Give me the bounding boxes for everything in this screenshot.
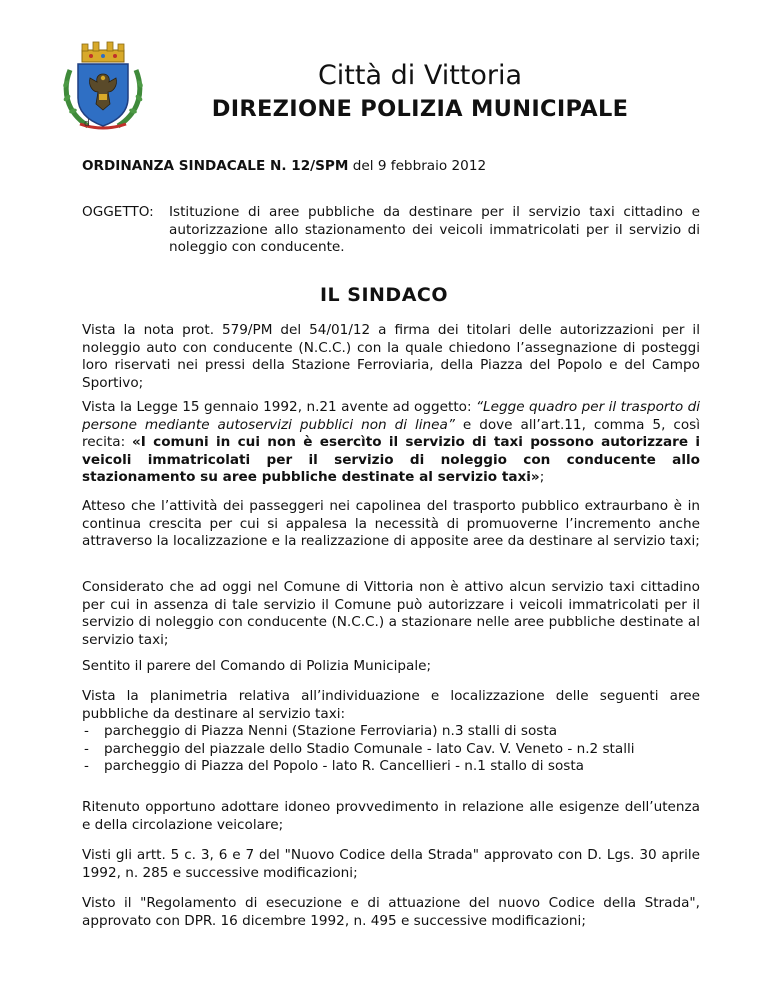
city-crest-icon [60, 40, 146, 132]
paragraph-visti: Visti gli artt. 5 c. 3, 6 e 7 del "Nuovo Codice della Strada" approvato con D. Lgs. 30 aprile 1992, n. 285 e successive modificazioni; [82, 847, 700, 881]
ordinance-date: del 9 febbraio 2012 [348, 158, 487, 174]
crest-letter: d [84, 119, 90, 129]
subject-text: Istituzione di aree pubbliche da destinare per il servizio taxi cittadino e autorizzazione allo stazionamento dei veicoli immatricolati per il servizio di noleggio con conducente. [169, 204, 700, 255]
legge-middle: e dove all’art.11, comma 5, così recita: [82, 416, 701, 450]
areas-list [82, 723, 700, 776]
paragraph-sentito: Sentito il parere del Comando di Polizia Municipale; [82, 658, 432, 674]
paragraph-legge [82, 399, 700, 487]
ordinance-number: ORDINANZA SINDACALE N. 12/SPM [82, 158, 349, 174]
paragraph-considerato: Considerato che ad oggi nel Comune di Vittoria non è attivo alcun servizio taxi cittadino per cui in assenza di tale servizio il Comune può autorizzare i veicoli immatricolati per il servizio di noleggio con conducente (N.C.C.) a stazionare nelle aree pubbliche destinate al servizio taxi; [82, 579, 700, 648]
ordinance-line [82, 158, 486, 174]
paragraph-ritenuto: Ritenuto opportuno adottare idoneo provvedimento in relazione alle esigenze dell’utenza e della circolazione veicolare; [82, 799, 700, 833]
list-marker: - [84, 723, 89, 739]
list-marker: - [84, 758, 89, 774]
legge-citation: «I comuni in cui non è esercìto il servizio di taxi possono autorizzare i veicoli immatricolati per il servizio di noleggio con conducente allo stazionamento su aree pubbliche destinate al servizio taxi» [82, 434, 700, 485]
mayor-title: IL SINDACO [319, 284, 449, 306]
paragraph-planimetria [82, 688, 700, 776]
paragraph-nota: Vista la nota prot. 579/PM del 54/01/12 a firma dei titolari delle autorizzazioni per il noleggio auto con conducente (N.C.C.) con la quale chiedono l’assegnazione di posteggi loro riservati nei pressi della Stazione Ferroviaria, della Piazza del Popolo e del Campo Sportivo; [82, 322, 700, 391]
list-item: - parcheggio del piazzale dello Stadio Comunale - lato Cav. V. Veneto - n.2 stalli [84, 740, 635, 757]
legge-title-quote: “Legge quadro per il trasporto di persone mediante autoservizi pubblici non di linea” [82, 399, 700, 433]
legge-intro: Vista la Legge 15 gennaio 1992, n.21 avente ad oggetto: [82, 399, 476, 415]
list-marker: - [84, 740, 89, 757]
legge-end: ; [539, 469, 545, 485]
list-item: - parcheggio di Piazza Nenni (Stazione Ferroviaria) n.3 stalli di sosta [84, 723, 558, 739]
list-item: - parcheggio di Piazza del Popolo - lato R. Cancellieri - n.1 stallo di sosta [84, 758, 585, 774]
city-name: Città di Vittoria [317, 60, 523, 91]
planimetria-intro: Vista la planimetria relativa all’individuazione e localizzazione delle seguenti aree pubbliche da destinare al servizio taxi: [82, 688, 700, 722]
paragraph-atteso: Atteso che l’attività dei passeggeri nei capolinea del trasporto pubblico extraurbano è in continua crescita per cui si appalesa la necessità di promuoverne l’incremento anche attraverso la localizzazione e la realizzazione di apposite aree da destinare al servizio taxi; [82, 498, 700, 549]
paragraph-regolamento: Visto il "Regolamento di esecuzione e di attuazione del nuovo Codice della Strada", approvato con DPR. 16 dicembre 1992, n. 495 e successive modificazioni; [82, 895, 700, 929]
subject-label: OGGETTO: [82, 204, 154, 220]
department-name: DIREZIONE POLIZIA MUNICIPALE [211, 96, 629, 122]
